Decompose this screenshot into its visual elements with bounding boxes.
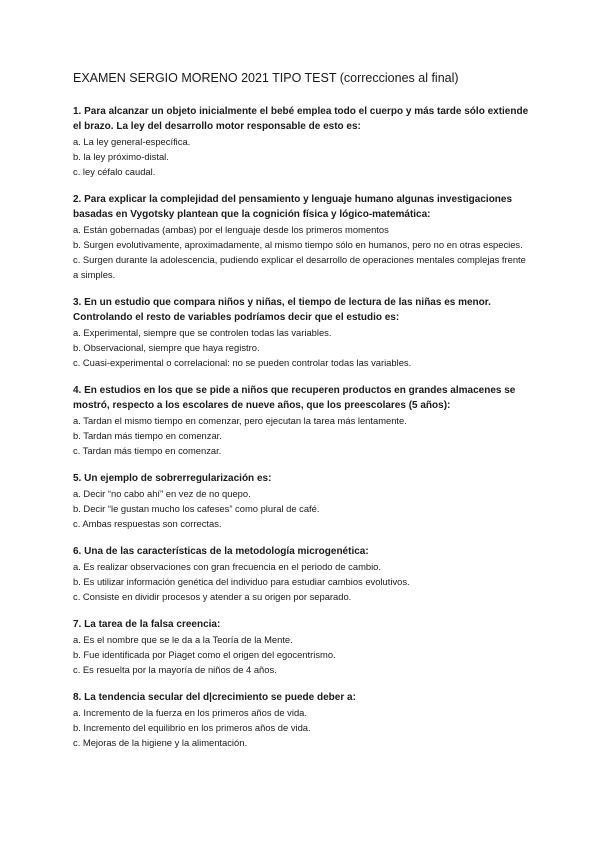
question-text: 8. La tendencia secular del d|crecimiento se puede deber a: bbox=[73, 692, 356, 703]
question-7 bbox=[73, 617, 533, 677]
question-5 bbox=[73, 471, 533, 531]
question-2 bbox=[73, 192, 533, 282]
question-text: 6. Una de las características de la metodología microgenética: bbox=[73, 546, 369, 557]
answer-options bbox=[73, 413, 533, 458]
question-8 bbox=[73, 690, 533, 750]
answer-option-a: a. Es el nombre que se le da a la Teoría de la Mente. bbox=[73, 634, 293, 645]
answer-option-c: c. Tardan más tiempo en comenzar. bbox=[73, 445, 222, 456]
answer-options bbox=[73, 705, 533, 750]
answer-options bbox=[73, 486, 533, 531]
question-text: 3. En un estudio que compara niños y niñas, el tiempo de lectura de las niñas es menor. Controlando el resto de variables podríamos decir que el estudio es: bbox=[73, 297, 491, 323]
answer-option-a: a. Incremento de la fuerza en los primeros años de vida. bbox=[73, 707, 307, 718]
answer-option-c: c. Mejoras de la higiene y la alimentación. bbox=[73, 737, 248, 748]
question-3 bbox=[73, 295, 533, 370]
answer-option-a: a. La ley general-específica. bbox=[73, 136, 191, 147]
answer-option-b: b. Incremento del equilibrio en los primeros años de vida. bbox=[73, 722, 311, 733]
question-text: 4. En estudios en los que se pide a niños que recuperen productos en grandes almacenes se mostró, respecto a los escolares de nueve años, que los preescolares (5 años): bbox=[73, 385, 516, 411]
question-text: 7. La tarea de la falsa creencia: bbox=[73, 619, 221, 630]
answer-option-c: c. Consiste en dividir procesos y atender a su origen por separado. bbox=[73, 591, 352, 602]
answer-option-c: c. Cuasi-experimental o correlacional: no se pueden controlar todas las variables. bbox=[73, 357, 412, 368]
answer-option-b: b. la ley próximo-distal. bbox=[73, 151, 169, 162]
answer-options bbox=[73, 325, 533, 370]
answer-options bbox=[73, 559, 533, 604]
answer-option-b: b. Tardan más tiempo en comenzar. bbox=[73, 430, 222, 441]
question-text: 2. Para explicar la complejidad del pensamiento y lenguaje humano algunas investigaciones basadas en Vygotsky plantean que la cognición física y lógico-matemática: bbox=[73, 194, 513, 220]
answer-option-b: b. Fue identificada por Piaget como el origen del egocentrismo. bbox=[73, 649, 336, 660]
answer-option-b: b. Surgen evolutivamente, aproximadamente, al mismo tiempo sólo en humanos, pero no en otras especies. bbox=[73, 239, 523, 250]
answer-option-c: c. Surgen durante la adolescencia, pudiendo explicar el desarrollo de operaciones mentales complejas frente a simples. bbox=[73, 254, 526, 280]
answer-option-b: b. Decir “le gustan mucho los cafeses” como plural de café. bbox=[73, 503, 320, 514]
answer-option-c: c. ley céfalo caudal. bbox=[73, 166, 156, 177]
answer-option-a: a. Es realizar observaciones con gran frecuencia en el periodo de cambio. bbox=[73, 561, 381, 572]
answer-option-a: a. Tardan el mismo tiempo en comenzar, pero ejecutan la tarea más lentamente. bbox=[73, 415, 407, 426]
answer-options bbox=[73, 632, 533, 677]
question-6 bbox=[73, 544, 533, 604]
answer-option-a: a. Están gobernadas (ambas) por el lenguaje desde los primeros momentos bbox=[73, 224, 389, 235]
answer-options bbox=[73, 134, 533, 179]
question-list bbox=[73, 104, 533, 750]
answer-option-c: c. Es resuelta por la mayoría de niños de 4 años. bbox=[73, 664, 277, 675]
answer-option-c: c. Ambas respuestas son correctas. bbox=[73, 518, 222, 529]
question-4 bbox=[73, 383, 533, 458]
answer-option-a: a. Experimental, siempre que se controlen todas las variables. bbox=[73, 327, 332, 338]
document-title: EXAMEN SERGIO MORENO 2021 TIPO TEST (correcciones al final) bbox=[73, 71, 459, 85]
answer-option-b: b. Es utilizar información genética del individuo para estudiar cambios evolutivos. bbox=[73, 576, 410, 587]
answer-option-b: b. Observacional, siempre que haya registro. bbox=[73, 342, 260, 353]
answer-options bbox=[73, 222, 533, 282]
question-text: 5. Un ejemplo de sobrerregularización es: bbox=[73, 473, 272, 484]
exam-page bbox=[73, 70, 533, 763]
question-1 bbox=[73, 104, 533, 179]
question-text: 1. Para alcanzar un objeto inicialmente el bebé emplea todo el cuerpo y más tarde sólo extiende el brazo. La ley del desarrollo motor responsable de esto es: bbox=[73, 106, 529, 132]
answer-option-a: a. Decir “no cabo ahí” en vez de no quepo. bbox=[73, 488, 251, 499]
